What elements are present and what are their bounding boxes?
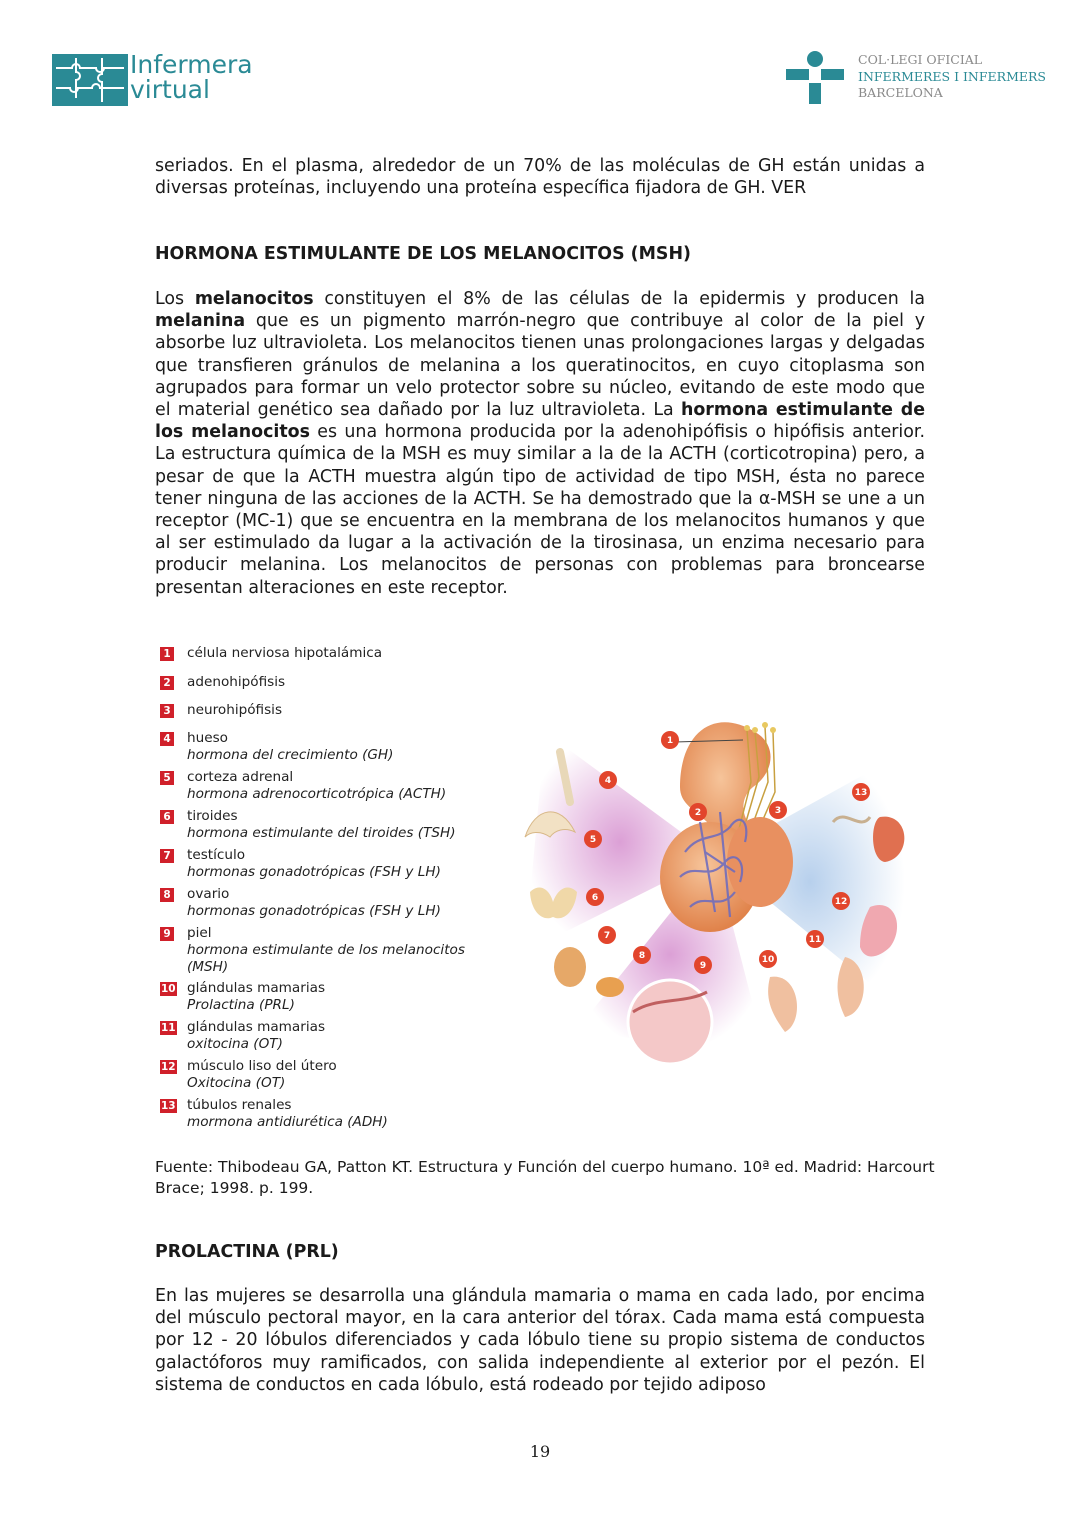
legend-hormone: Oxitocina (OT) [187,1075,286,1091]
svg-text:1: 1 [666,736,674,746]
cross-logo-icon [786,50,844,106]
legend-number: 10 [161,983,176,995]
marker-9 [694,956,712,974]
msh-text-3: es una hormona producida por la adenohipófisis o hipófisis anterior. La estructura química de la MSH es muy similar a la de la ACTH (corticotropina) pero, a pesar de que la ACTH muestra algún tipo de actividad de tipo MSH, ésta no parece tener ninguna de las acciones de la ACTH. Se ha demostrado que la α-MSH se une a un receptor (MC-1) que se encuentra en la membrana de los melanocitos humanos y que al ser estimulado da lugar a la activación de la tirosinasa, un enzima necesario para producir melanina. Los melanocitos de personas con problemas para broncearse presentan alteraciones en este receptor. [155,422,925,598]
puzzle-logo-icon [52,54,128,106]
legend-hormone: hormona adrenocorticotrópica (ACTH) [187,786,447,802]
marker-4 [599,771,617,789]
svg-text:8: 8 [638,951,646,961]
legend-number: 4 [160,732,174,746]
marker-7 [598,926,616,944]
prl-paragraph: En las mujeres se desarrolla una glándula mamaria o mama en cada lado, por encima del músculo pectoral mayor, en la cara anterior del tórax. Cada mama está compuesta por 12 - 20 lóbulos diferenciados y cada lóbulo tiene su propio sistema de conductos galactóforos muy ramificados, con salida independiente al exterior por el pezón. El sistema de conductos en cada lóbulo, está rodeado por tejido adiposo [155,1286,925,1395]
legend-number: 11 [161,1022,176,1034]
msh-bold-hormona: hormona estimulante de los melanocitos [155,400,925,443]
svg-text:4: 4 [604,776,612,786]
legend-number: 8 [160,888,174,902]
svg-text:10: 10 [761,955,775,965]
legend-label: hueso [187,730,228,746]
brand-line-1: Infermera [130,50,253,79]
msh-text-2: que es un pigmento marrón-negro que contribuye al color de la piel y absorbe luz ultravioleta. Los melanocitos tienen unas prolongaciones largas y delgadas que transfieren gránulos de melanina a los queratinocitos, en cuyo citoplasma son agrupados para formar un velo protector sobre su núcleo, evitando de este modo que el material genético sea dañado por la luz ultravioleta. La [155,311,925,421]
page-number: 19 [529,1442,551,1461]
legend-number: 6 [160,810,174,824]
svg-text:5: 5 [589,835,597,845]
legend-label: tiroides [187,808,238,824]
svg-text:3: 3 [774,806,782,816]
legend-number: 2 [160,676,174,690]
legend-label: testículo [187,847,246,863]
legend-label: ovario [187,886,230,902]
msh-text-0: Los [155,289,195,309]
marker-6 [586,888,604,906]
mammary-gland-shape [768,977,797,1032]
legend-hormone: hormonas gonadotrópicas (FSH y LH) [187,864,441,880]
legend-label: célula nerviosa hipotalámica [187,645,383,661]
marker-8 [633,946,651,964]
marker-5 [584,830,602,848]
marker-2 [689,803,707,821]
infermera-virtual-logo [52,52,252,108]
brand-line-2: virtual [130,75,210,104]
skin-shape [628,980,712,1064]
legend-hormone: hormona del crecimiento (GH) [187,747,394,763]
legend-number: 9 [160,927,174,941]
legend-label: piel [187,925,212,941]
marker-12 [832,892,850,910]
legend-label: túbulos renales [187,1097,292,1113]
legend-label: músculo liso del útero [187,1058,337,1074]
marker-13 [852,783,870,801]
marker-11 [806,930,824,948]
legend-number: 13 [161,1100,176,1112]
svg-text:11: 11 [808,935,822,945]
svg-text:13: 13 [854,788,868,798]
marker-1 [661,731,679,749]
college-line-2: INFERMERES I INFERMERS [858,68,1046,84]
legend-hormone: hormonas gonadotrópicas (FSH y LH) [187,903,441,919]
legend-hormone-cont: (MSH) [187,959,229,975]
legend-label: glándulas mamarias [187,1019,326,1035]
pituitary-hormone-diagram [515,712,910,1072]
legend-hormone: oxitocina (OT) [187,1036,283,1052]
legend-label: adenohipófisis [187,674,286,690]
legend-label: glándulas mamarias [187,980,326,996]
brand-name [130,52,253,102]
svg-text:7: 7 [603,931,611,941]
svg-text:12: 12 [834,897,848,907]
svg-text:2: 2 [694,808,702,818]
legend-hormone: mormona antidiurética (ADH) [187,1114,388,1130]
legend-hormone: hormona estimulante del tiroides (TSH) [187,825,456,841]
ovary-shape [596,977,624,997]
msh-heading: HORMONA ESTIMULANTE DE LOS MELANOCITOS (MSH) [155,244,691,264]
legend-hormone: Prolactina (PRL) [187,997,295,1013]
svg-text:9: 9 [699,961,707,971]
legend-label: corteza adrenal [187,769,294,785]
svg-text:6: 6 [591,893,599,903]
msh-bold-melanina: melanina [155,311,246,332]
msh-paragraph [155,288,925,599]
figure-source: Fuente: Thibodeau GA, Patton KT. Estructura y Función del cuerpo humano. 10ª ed. Madrid: Harcourt Brace; 1998. p. 199. [155,1158,935,1197]
legend-number: 3 [160,704,174,718]
neurohypophysis-shape [727,817,793,907]
marker-3 [769,801,787,819]
msh-text-1: constituyen el 8% de las células de la epidermis y producen la [313,289,925,309]
legend-number: 12 [161,1061,176,1073]
msh-bold-melanocitos: melanocitos [194,289,314,309]
legend-hormone: hormona estimulante de los melanocitos [187,942,465,958]
legend-label: neurohipófisis [187,702,283,718]
legend-number: 1 [160,647,174,661]
prl-heading: PROLACTINA (PRL) [155,1242,339,1262]
college-line-1: COL·LEGI OFICIAL [858,52,983,67]
legend-number: 7 [160,849,174,863]
college-logo [786,50,1046,106]
marker-10 [759,950,777,968]
diagram-svg [515,712,910,1072]
college-line-3: BARCELONA [858,85,943,100]
testis-shape [554,947,586,987]
intro-paragraph: seriados. En el plasma, alrededor de un 70% de las moléculas de GH están unidas a diversas proteínas, incluyendo una proteína específica fijadora de GH. VER [155,156,925,199]
legend-number: 5 [160,771,174,785]
